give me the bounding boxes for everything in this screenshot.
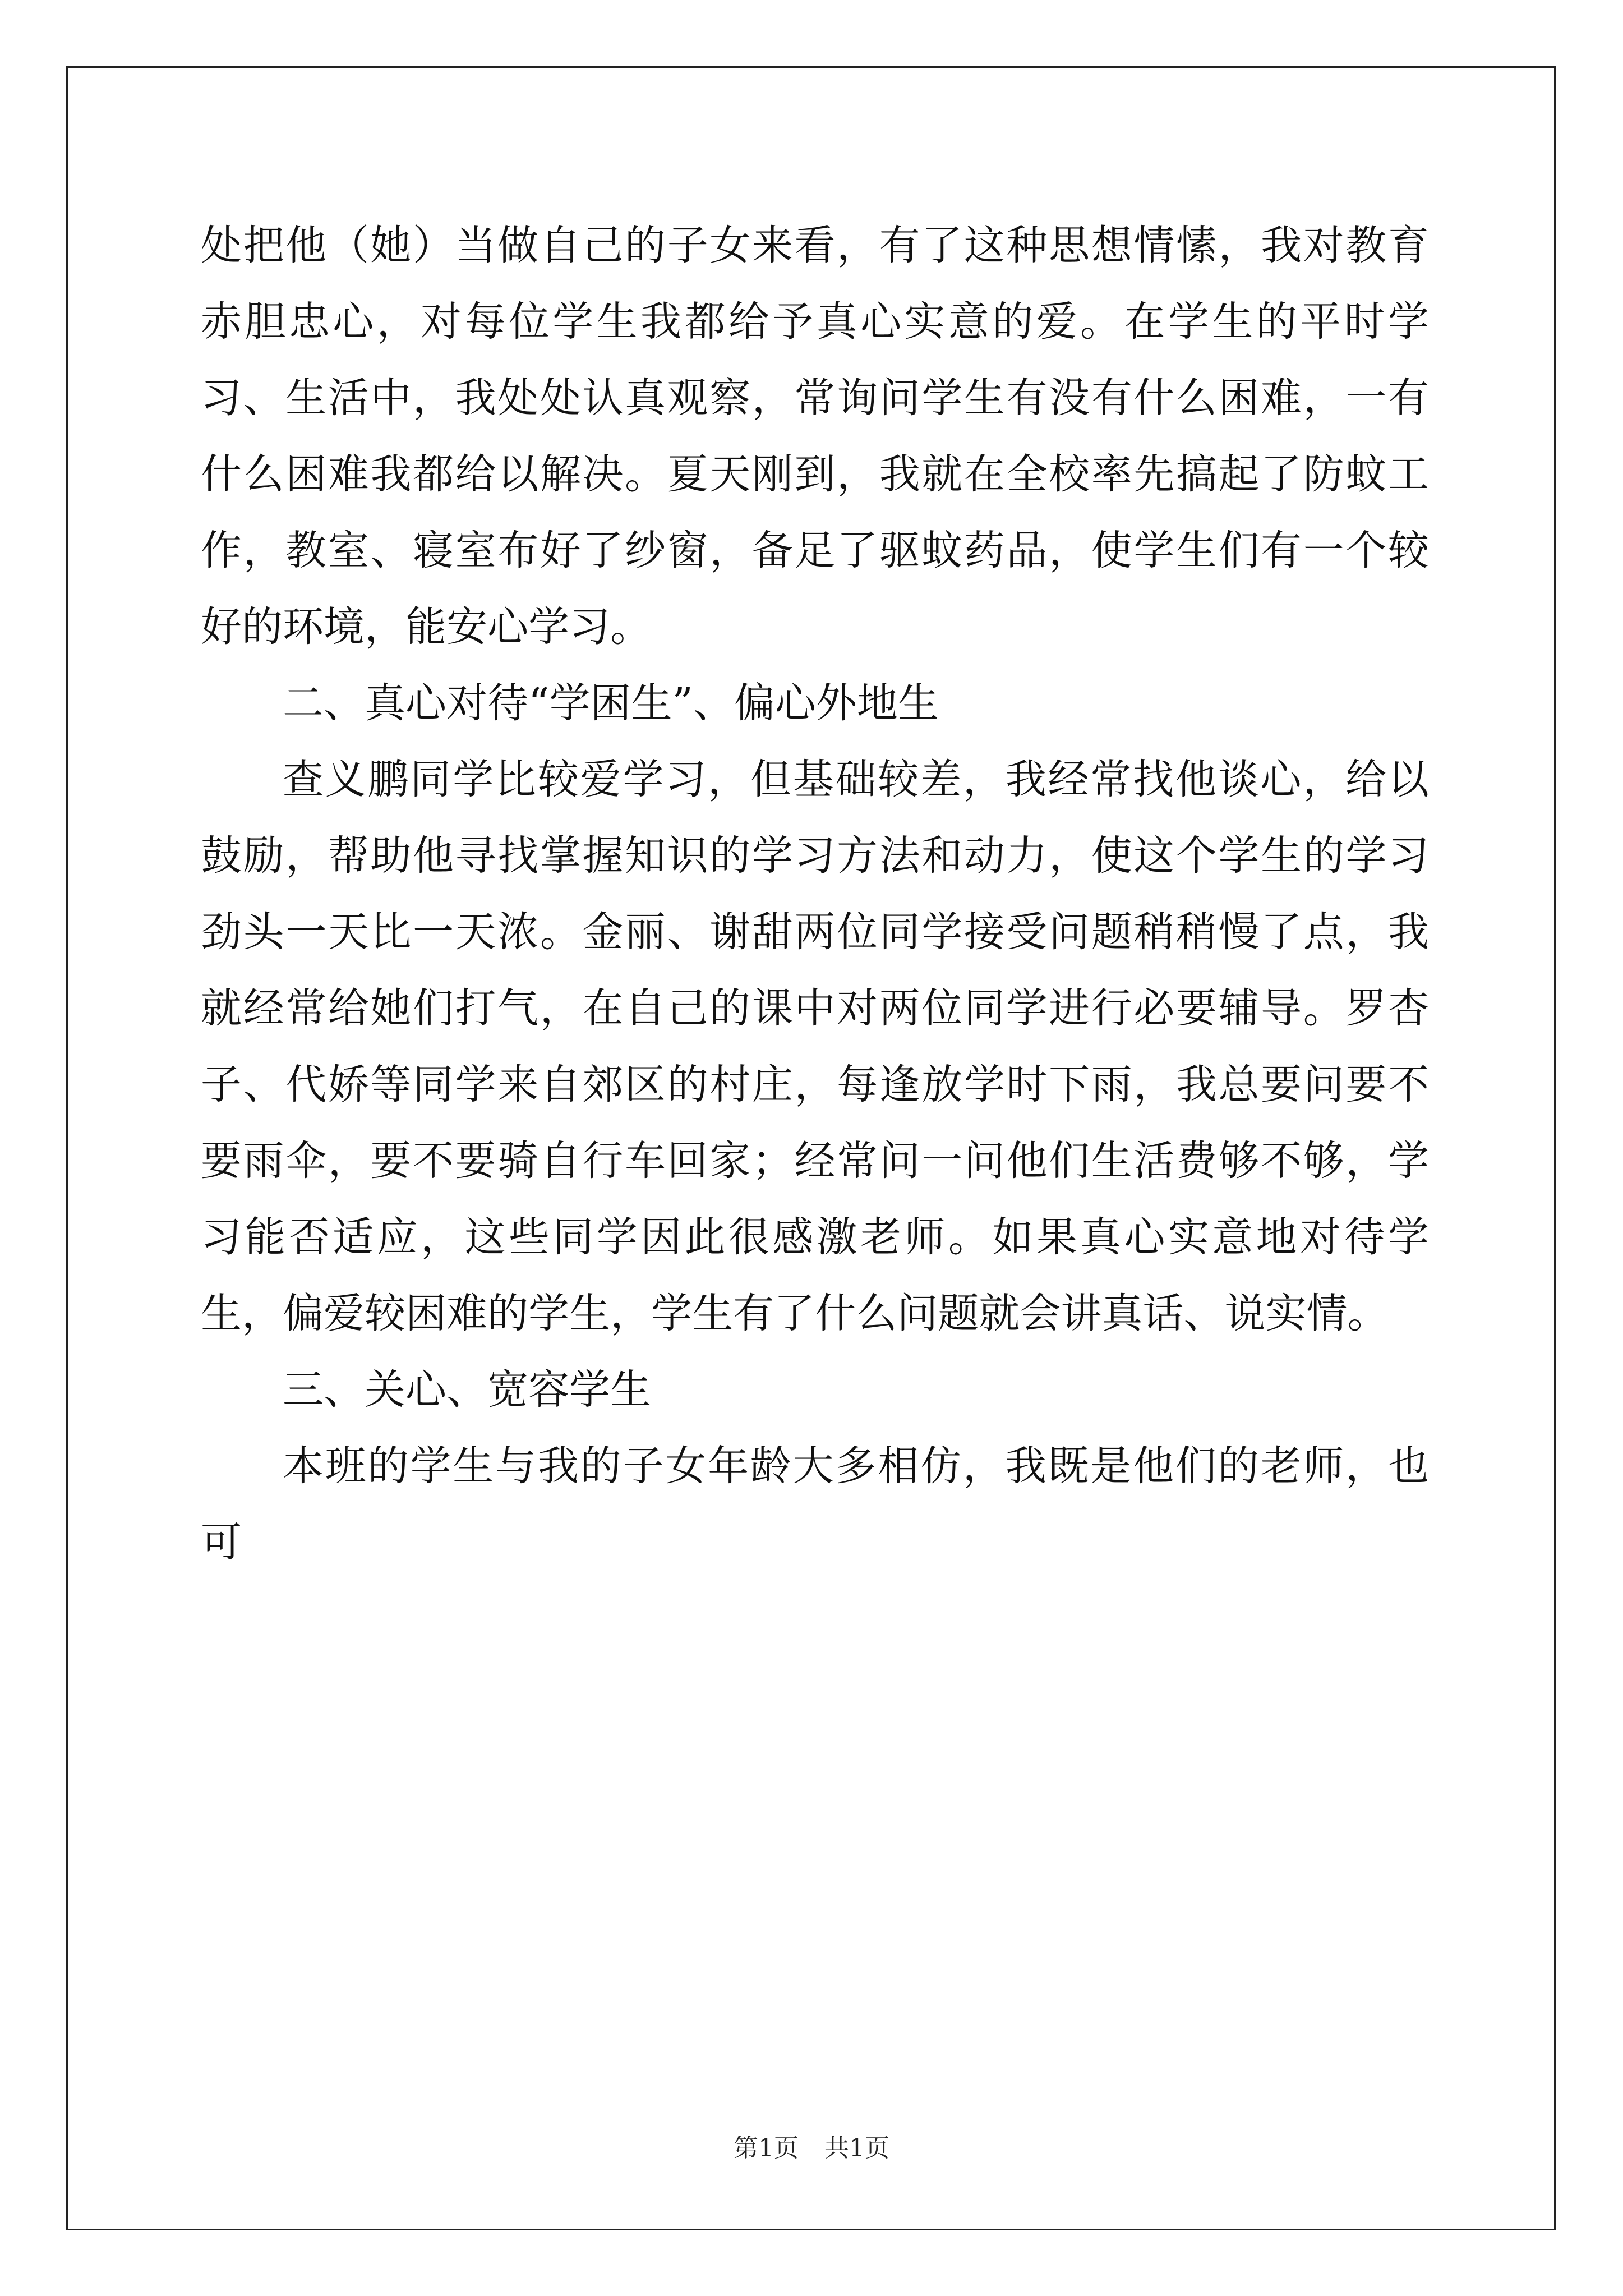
page-footer <box>0 2132 1623 2165</box>
paragraph-section-three: 本班的学生与我的子女年龄大多相仿，我既是他们的老师，也可 <box>201 1442 1429 1566</box>
paragraph-continuation: 处把他（她）当做自己的子女来看，有了这种思想情愫，我对教育赤胆忠心，对每位学生我都给予真心实意的爱。在学生的平时学习、生活中，我处处认真观察，常询问学生有没有什么困难，一有什么困难我都给以解决。夏天刚到，我就在全校率先搞起了防蚊工作，教室、寝室布好了纱窗，备足了驱蚊药品，使学生们有一个较好的环境，能安心学习。 <box>201 222 1429 651</box>
paragraph-section-two: 查义鹏同学比较爱学习，但基础较差，我经常找他谈心，给以鼓励，帮助他寻找掌握知识的学习方法和动力，使这个学生的学习劲头一天比一天浓。金丽、谢甜两位同学接受问题稍稍慢了点，我就经常给她们打气，在自己的课中对两位同学进行必要辅导。罗杏子、代娇等同学来自郊区的村庄，每逢放学时下雨，我总要问要不要雨伞，要不要骑自行车回家；经常问一问他们生活费够不够，学习能否适应，这些同学因此很感激老师。如果真心实意地对待学生，偏爱较困难的学生，学生有了什么问题就会讲真话、说实情。 <box>201 756 1429 1337</box>
section-heading-three: 三、关心、宽容学生 <box>283 1366 652 1414</box>
page-total: 共1页 <box>824 2134 889 2162</box>
document-body <box>201 208 1429 1581</box>
section-heading-two: 二、真心对待“学困生”、偏心外地生 <box>283 679 939 727</box>
page-number: 第1页 <box>734 2134 799 2162</box>
